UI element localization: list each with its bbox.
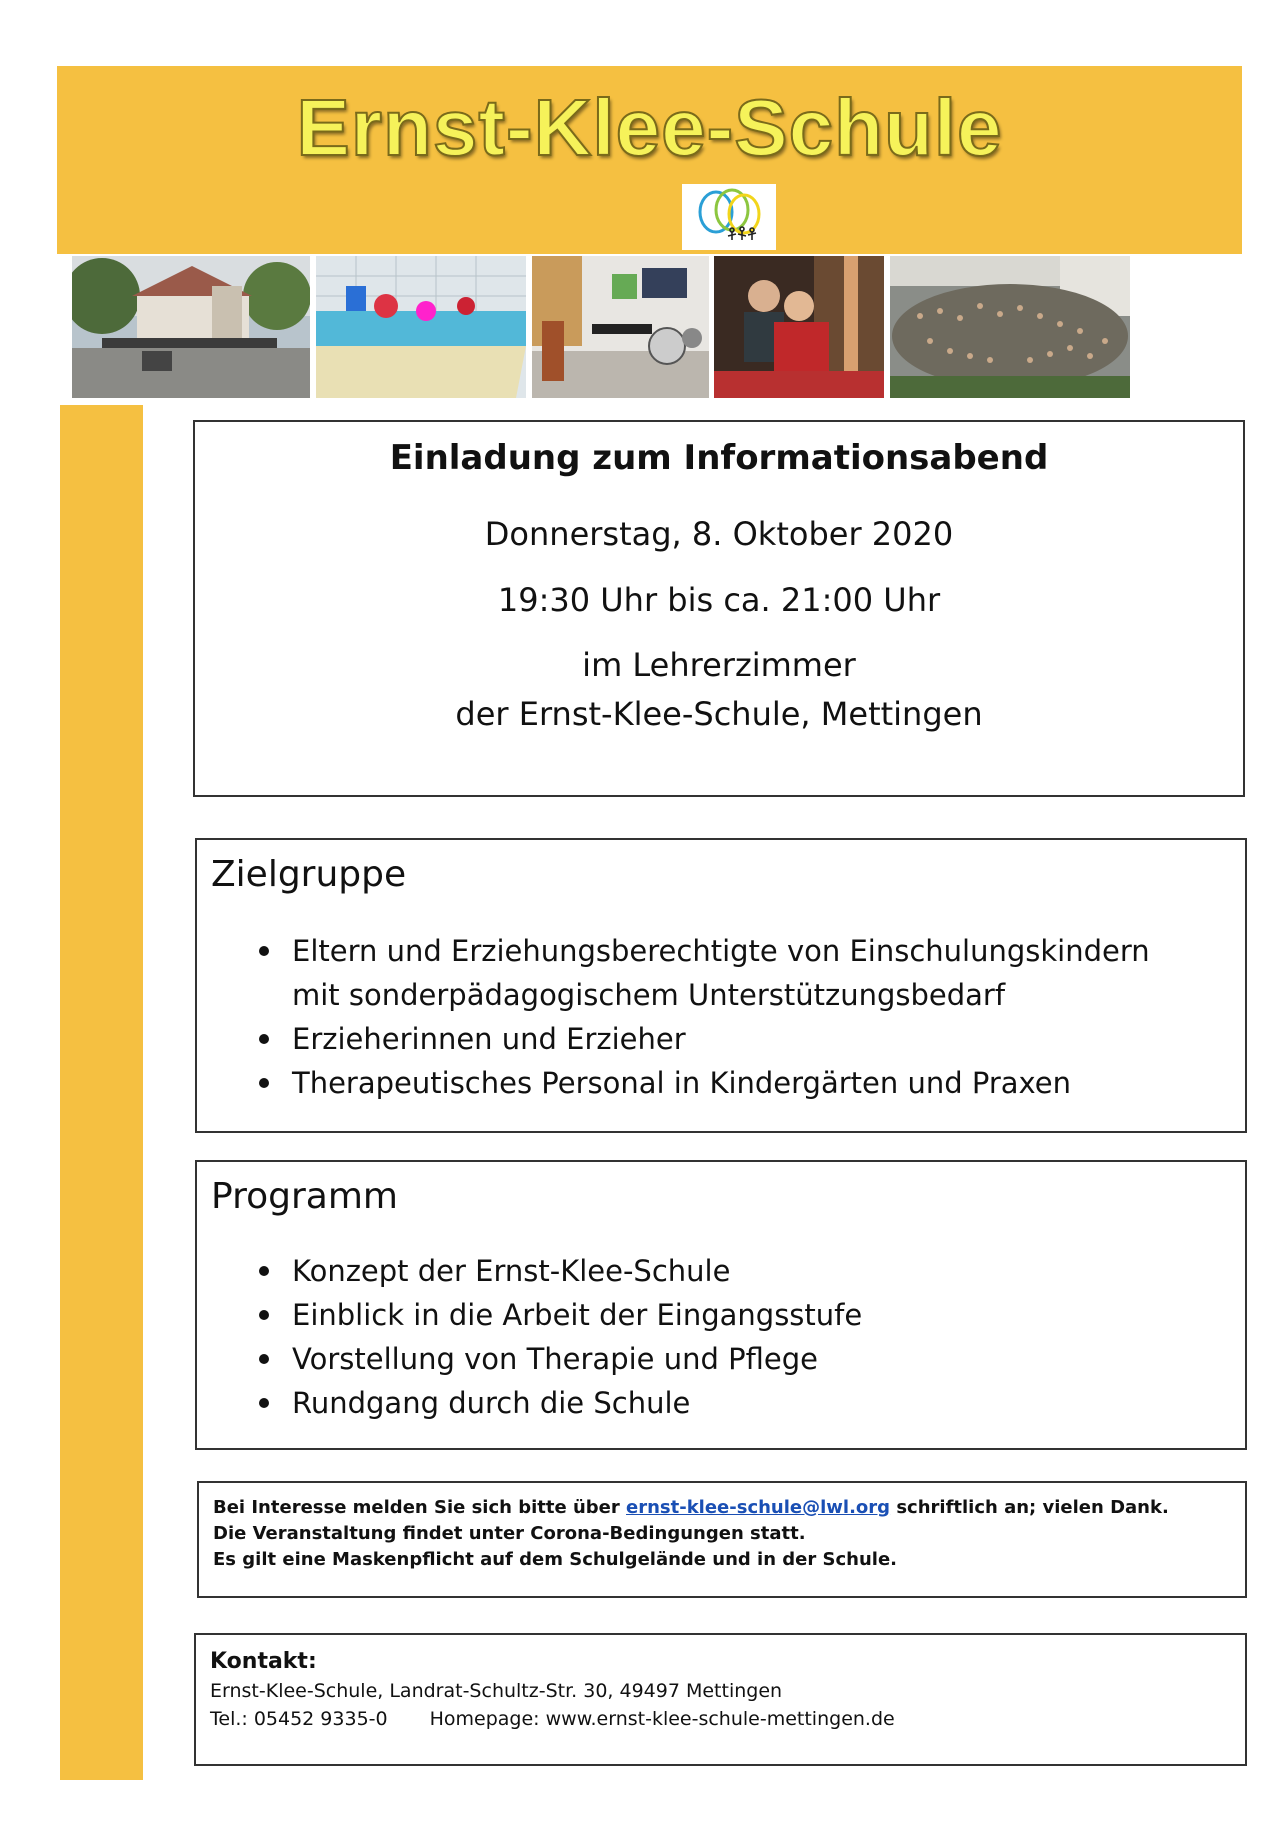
bullet-icon	[259, 946, 269, 956]
programm-box	[195, 1160, 1247, 1450]
children-photo	[714, 256, 884, 398]
bullet-icon	[259, 1078, 269, 1088]
notice-box	[197, 1481, 1247, 1598]
event-time: 19:30 Uhr bis ca. 21:00 Uhr	[497, 580, 941, 619]
list-item: Einblick in die Arbeit der Eingangsstufe	[292, 1293, 1245, 1337]
bullet-icon	[259, 1034, 269, 1044]
list-item: Eltern und Erziehungsberechtigte von Einschulungskindern mit sonderpädagogischem Unterstützungsbedarf	[292, 929, 1245, 1017]
zielgruppe-heading: Zielgruppe	[211, 854, 407, 895]
invitation-box	[193, 420, 1245, 797]
bullet-icon	[259, 1310, 269, 1320]
school-title: Ernst-Klee-Schule	[296, 83, 1003, 172]
bullet-icon	[259, 1398, 269, 1408]
invitation-title: Einladung zum Informationsabend	[389, 438, 1049, 478]
list-item: Therapeutisches Personal in Kindergärten und Praxen	[292, 1061, 1245, 1105]
notice-line3: Es gilt eine Maskenpflicht auf dem Schulgelände und in der Schule.	[213, 1549, 898, 1570]
list-item: Konzept der Ernst-Klee-Schule	[292, 1249, 1245, 1293]
contact-phone: Tel.: 05452 9335-0	[210, 1708, 388, 1730]
contact-title: Kontakt:	[210, 1649, 317, 1674]
event-place-line1: im Lehrerzimmer	[582, 646, 856, 685]
group-photo	[890, 256, 1130, 398]
contact-homepage: Homepage: www.ernst-klee-schule-mettingen.de	[429, 1708, 895, 1730]
event-date: Donnerstag, 8. Oktober 2020	[484, 515, 954, 554]
school-building-photo	[72, 256, 310, 398]
notice-line2: Die Veranstaltung findet unter Corona-Bedingungen statt.	[213, 1523, 806, 1544]
swimming-pool-photo	[316, 256, 526, 398]
zielgruppe-list	[197, 929, 1245, 1105]
sidebar-accent-bar	[60, 405, 143, 1780]
music-room-photo	[532, 256, 709, 398]
school-logo	[682, 184, 776, 250]
notice-line1: Bei Interesse melden Sie sich bitte über ernst-klee-schule@lwl.org schriftlich an; vielen Dank.	[213, 1497, 1169, 1518]
list-item: Erzieherinnen und Erzieher	[292, 1017, 1245, 1061]
contact-details	[210, 1705, 1245, 1733]
event-place-line2: der Ernst-Klee-Schule, Mettingen	[455, 694, 983, 733]
list-item: Rundgang durch die Schule	[292, 1381, 1245, 1425]
programm-list	[197, 1249, 1245, 1425]
header-banner	[57, 66, 1242, 254]
list-item: Vorstellung von Therapie und Pflege	[292, 1337, 1245, 1381]
bullet-icon	[259, 1266, 269, 1276]
contact-address: Ernst-Klee-Schule, Landrat-Schultz-Str. 30, 49497 Mettingen	[210, 1680, 783, 1702]
programm-heading: Programm	[211, 1176, 398, 1217]
photo-strip	[72, 256, 1230, 398]
zielgruppe-box	[195, 838, 1247, 1133]
contact-box	[194, 1633, 1247, 1766]
email-link[interactable]: ernst-klee-schule@lwl.org	[626, 1497, 891, 1518]
bullet-icon	[259, 1354, 269, 1364]
